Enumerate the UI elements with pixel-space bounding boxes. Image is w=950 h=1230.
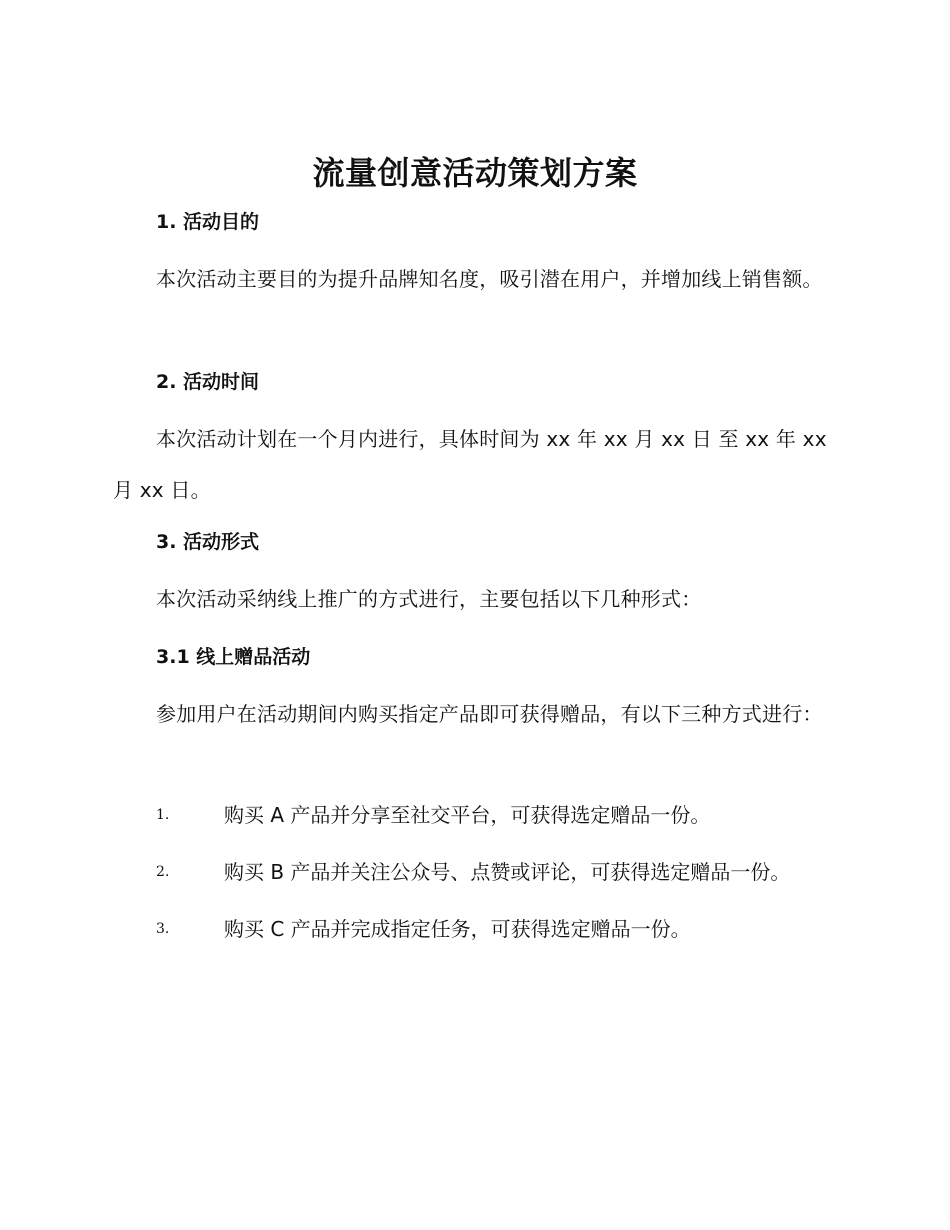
- list-item-number: 3.: [156, 921, 170, 937]
- section-paragraph-gift-activity: 参加用户在活动期间内购买指定产品即可获得赠品，有以下三种方式进行：: [156, 702, 823, 726]
- section-paragraph-time: 本次活动计划在一个月内进行，具体时间为 xx 年 xx 月 xx 日 至 xx 年 xx 月 xx 日。: [113, 427, 827, 502]
- list-item-number: 2.: [156, 864, 170, 880]
- list-item: [156, 916, 846, 942]
- list-item-text: 购买 A 产品并分享至社交平台，可获得选定赠品一份。: [224, 803, 711, 827]
- section-heading-time: 2. 活动时间: [156, 371, 260, 393]
- list-item: [156, 802, 846, 828]
- section-heading-format: 3. 活动形式: [156, 531, 260, 553]
- list-item-text: 购买 C 产品并完成指定任务，可获得选定赠品一份。: [224, 917, 691, 941]
- section-heading-gift-activity: 3.1 线上赠品活动: [156, 646, 311, 668]
- list-item: [156, 859, 846, 885]
- list-item-number: 1.: [156, 807, 170, 823]
- section-heading-purpose: 1. 活动目的: [156, 211, 260, 233]
- list-item-text: 购买 B 产品并关注公众号、点赞或评论，可获得选定赠品一份。: [224, 860, 791, 884]
- section-paragraph-format: 本次活动采纳线上推广的方式进行，主要包括以下几种形式：: [156, 587, 702, 611]
- document-title: 流量创意活动策划方案: [312, 154, 638, 192]
- section-paragraph-purpose: 本次活动主要目的为提升品牌知名度，吸引潜在用户，并增加线上销售额。: [156, 267, 823, 291]
